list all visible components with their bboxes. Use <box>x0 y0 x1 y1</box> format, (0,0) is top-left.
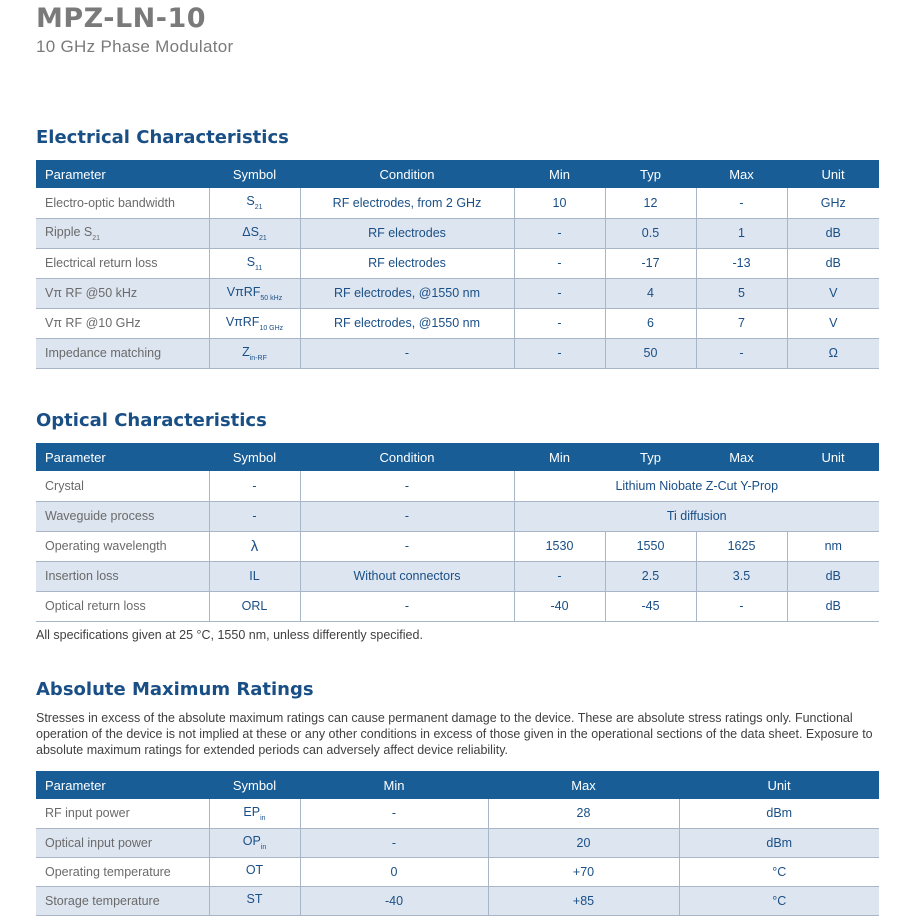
table-row <box>36 857 879 886</box>
min-cell: 0 <box>300 857 488 886</box>
min-cell: 1530 <box>514 531 605 561</box>
symbol-cell: $Z_{in-RF}$ <box>209 338 300 368</box>
table-row <box>36 471 879 501</box>
symbol-cell: OT <box>209 857 300 886</box>
parameter-cell: Waveguide process <box>36 501 209 531</box>
symbol-cell: $EP_{in}$ <box>209 799 300 828</box>
column-header: Parameter <box>36 160 209 188</box>
column-header: Symbol <box>209 160 300 188</box>
unit-cell: nm <box>787 531 879 561</box>
min-cell: - <box>514 278 605 308</box>
parameter-cell: Vπ RF @10 GHz <box>36 308 209 338</box>
parameter-cell: Ripple $S_{21}$ <box>36 218 209 248</box>
merged-value-cell: Lithium Niobate Z-Cut Y-Prop <box>514 471 879 501</box>
absolute-ratings-section-title: Absolute Maximum Ratings <box>36 679 314 700</box>
unit-cell: Ω <box>787 338 879 368</box>
unit-cell: °C <box>679 886 879 915</box>
specifications-footnote: All specifications given at 25 °C, 1550 nm, unless differently specified. <box>36 628 423 642</box>
electrical-section-title: Electrical Characteristics <box>36 127 289 148</box>
min-cell: - <box>300 828 488 857</box>
parameter-cell: Electro-optic bandwidth <box>36 188 209 218</box>
parameter-cell: RF input power <box>36 799 209 828</box>
typ-cell: 50 <box>605 338 696 368</box>
unit-cell: dBm <box>679 799 879 828</box>
column-header: Min <box>300 771 488 799</box>
parameter-cell: Optical return loss <box>36 591 209 621</box>
symbol-cell: $S_{11}$ <box>209 248 300 278</box>
unit-cell: °C <box>679 857 879 886</box>
min-cell: - <box>514 308 605 338</box>
absolute-maximum-ratings-table <box>36 771 879 916</box>
symbol-cell: - <box>209 471 300 501</box>
condition-cell: - <box>300 591 514 621</box>
column-header: Typ <box>605 443 696 471</box>
unit-cell: dB <box>787 218 879 248</box>
typ-cell: -17 <box>605 248 696 278</box>
max-cell: 28 <box>488 799 679 828</box>
column-header: Parameter <box>36 443 209 471</box>
max-cell: +70 <box>488 857 679 886</box>
typ-cell: 12 <box>605 188 696 218</box>
table-row <box>36 218 879 248</box>
min-cell: 10 <box>514 188 605 218</box>
column-header: Unit <box>787 443 879 471</box>
max-cell: - <box>696 338 787 368</box>
table-row <box>36 799 879 828</box>
parameter-cell: Optical input power <box>36 828 209 857</box>
parameter-cell: Impedance matching <box>36 338 209 368</box>
table-row <box>36 338 879 368</box>
max-cell: 3.5 <box>696 561 787 591</box>
column-header: Max <box>488 771 679 799</box>
table-header-row <box>36 160 879 188</box>
unit-cell: V <box>787 278 879 308</box>
document-title: MPZ-LN-10 <box>36 3 207 34</box>
symbol-cell: $OP_{in}$ <box>209 828 300 857</box>
column-header: Unit <box>679 771 879 799</box>
max-cell: 1625 <box>696 531 787 561</box>
unit-cell: V <box>787 308 879 338</box>
min-cell: - <box>514 561 605 591</box>
column-header: Condition <box>300 160 514 188</box>
optical-section-title: Optical Characteristics <box>36 410 267 431</box>
table-row <box>36 591 879 621</box>
symbol-cell: - <box>209 501 300 531</box>
unit-cell: dB <box>787 248 879 278</box>
column-header: Symbol <box>209 771 300 799</box>
merged-value-cell: Ti diffusion <box>514 501 879 531</box>
condition-cell: - <box>300 501 514 531</box>
parameter-cell: Operating wavelength <box>36 531 209 561</box>
typ-cell: 6 <box>605 308 696 338</box>
parameter-cell: Electrical return loss <box>36 248 209 278</box>
column-header: Min <box>514 443 605 471</box>
column-header: Typ <box>605 160 696 188</box>
condition-cell: - <box>300 471 514 501</box>
unit-cell: dB <box>787 561 879 591</box>
max-cell: - <box>696 188 787 218</box>
column-header: Parameter <box>36 771 209 799</box>
column-header: Unit <box>787 160 879 188</box>
table-row <box>36 188 879 218</box>
typ-cell: -45 <box>605 591 696 621</box>
symbol-cell: ST <box>209 886 300 915</box>
parameter-cell: Storage temperature <box>36 886 209 915</box>
document-subtitle: 10 GHz Phase Modulator <box>36 37 234 56</box>
electrical-characteristics-table <box>36 160 879 369</box>
min-cell: - <box>300 799 488 828</box>
parameter-cell: Crystal <box>36 471 209 501</box>
table-header-row <box>36 771 879 799</box>
typ-cell: 2.5 <box>605 561 696 591</box>
max-cell: 1 <box>696 218 787 248</box>
symbol-cell: $S_{21}$ <box>209 188 300 218</box>
table-row <box>36 561 879 591</box>
column-header: Max <box>696 443 787 471</box>
condition-cell: RF electrodes <box>300 248 514 278</box>
max-cell: 5 <box>696 278 787 308</box>
typ-cell: 1550 <box>605 531 696 561</box>
column-header: Condition <box>300 443 514 471</box>
condition-cell: RF electrodes, from 2 GHz <box>300 188 514 218</box>
max-cell: -13 <box>696 248 787 278</box>
symbol-cell: $\Delta S_{21}$ <box>209 218 300 248</box>
min-cell: -40 <box>514 591 605 621</box>
column-header: Symbol <box>209 443 300 471</box>
column-header: Min <box>514 160 605 188</box>
max-cell: 20 <box>488 828 679 857</box>
condition-cell: - <box>300 338 514 368</box>
condition-cell: - <box>300 531 514 561</box>
condition-cell: RF electrodes <box>300 218 514 248</box>
max-cell: 7 <box>696 308 787 338</box>
column-header: Max <box>696 160 787 188</box>
condition-cell: RF electrodes, @1550 nm <box>300 308 514 338</box>
absolute-ratings-description: Stresses in excess of the absolute maximum ratings can cause permanent damage to the device. These are absolute stress ratings only. Functional operation of the device is not implied at these or any other conditions in excess of those given in the operational sections of the data sheet. Exposure to absolute maximum ratings for extended periods can adversely affect device reliability. <box>36 711 873 757</box>
parameter-cell: Operating temperature <box>36 857 209 886</box>
table-row <box>36 828 879 857</box>
parameter-cell: Insertion loss <box>36 561 209 591</box>
max-cell: - <box>696 591 787 621</box>
typ-cell: 4 <box>605 278 696 308</box>
condition-cell: RF electrodes, @1550 nm <box>300 278 514 308</box>
table-row <box>36 308 879 338</box>
symbol-cell: ORL <box>209 591 300 621</box>
table-row <box>36 278 879 308</box>
table-row <box>36 501 879 531</box>
min-cell: - <box>514 218 605 248</box>
typ-cell: 0.5 <box>605 218 696 248</box>
min-cell: - <box>514 338 605 368</box>
symbol-cell: λ <box>209 531 300 561</box>
table-row <box>36 886 879 915</box>
unit-cell: GHz <box>787 188 879 218</box>
max-cell: +85 <box>488 886 679 915</box>
unit-cell: dB <box>787 591 879 621</box>
parameter-cell: Vπ RF @50 kHz <box>36 278 209 308</box>
table-row <box>36 531 879 561</box>
table-row <box>36 248 879 278</box>
symbol-cell: IL <box>209 561 300 591</box>
min-cell: -40 <box>300 886 488 915</box>
symbol-cell: VπRF$_{50 kHz}$ <box>209 278 300 308</box>
min-cell: - <box>514 248 605 278</box>
symbol-cell: VπRF$_{10 GHz}$ <box>209 308 300 338</box>
unit-cell: dBm <box>679 828 879 857</box>
table-header-row <box>36 443 879 471</box>
optical-characteristics-table <box>36 443 879 622</box>
condition-cell: Without connectors <box>300 561 514 591</box>
